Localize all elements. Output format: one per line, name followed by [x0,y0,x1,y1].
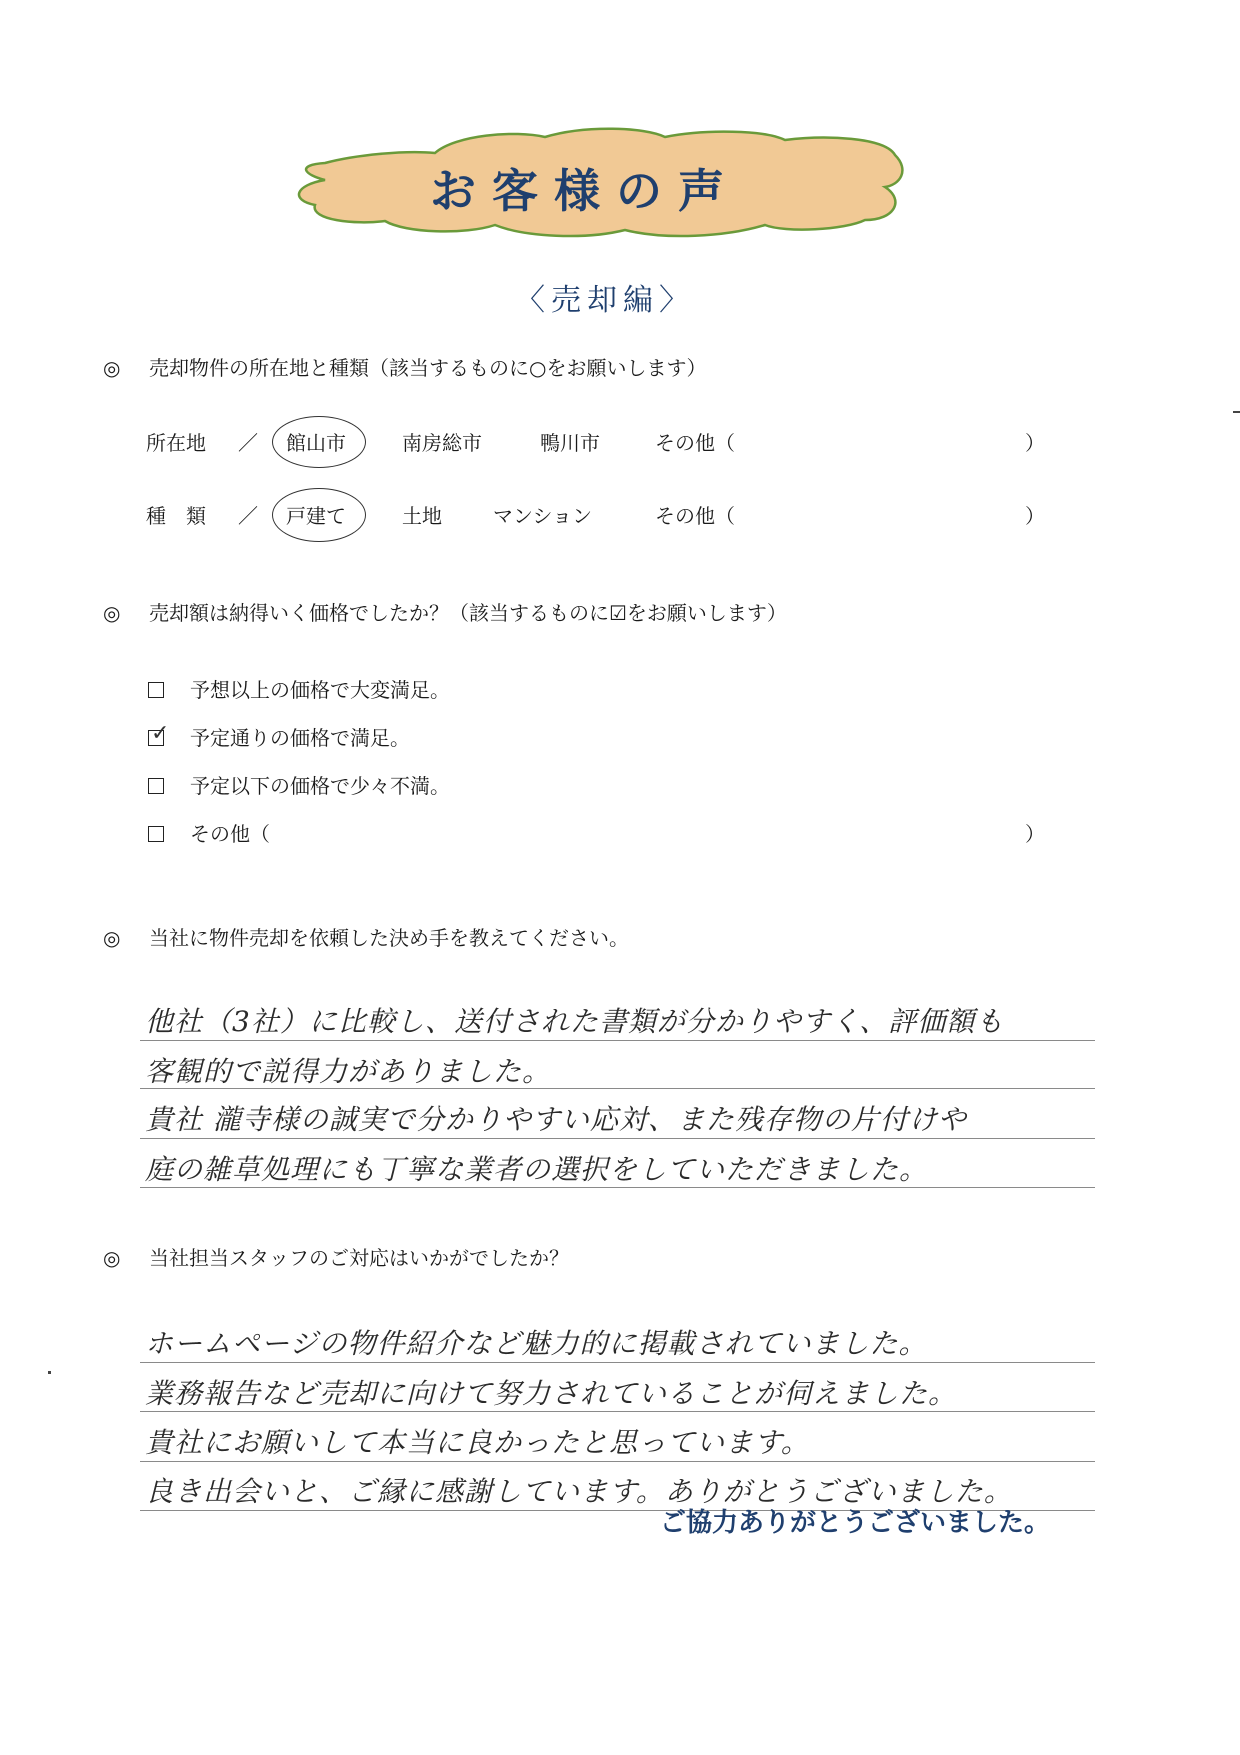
price-option-other[interactable]: その他（ [148,818,270,847]
price-option-1[interactable]: 予想以上の価格で大変満足。 [148,674,450,703]
type-option-mansion[interactable]: マンション [493,504,593,528]
double-circle-icon: ◎ [103,356,121,380]
handwritten-answer-line: 貴社にお願いして本当に良かったと思っています。 [145,1426,810,1459]
price-option-2[interactable]: ✓ 予定通りの価格で満足。 [148,722,410,751]
scan-speck [48,1371,51,1374]
location-option-kamogawa[interactable]: 鴨川市 [540,431,600,455]
checkmark-icon: ✓ [151,721,170,746]
question-2-text: 売却額は納得いく価格でしたか？（該当するものに☑をお願いします） [149,601,787,625]
handwritten-answer-line: 貴社 瀧寺様の誠実で分かりやすい応対、また残存物の片付けや [145,1103,967,1136]
type-option-land[interactable]: 土地 [402,504,442,528]
type-option-other[interactable]: その他（ [655,504,735,528]
ruled-line [140,1138,1095,1139]
question-4-heading [103,1242,569,1271]
type-option-house[interactable]: 戸建て [286,504,346,528]
question-3-text: 当社に物件売却を依頼した決め手を教えてください。 [149,926,629,950]
thanks-message: ご協力ありがとうございました。 [660,1508,1051,1538]
question-1-heading [103,352,706,381]
checkbox-icon[interactable] [148,682,164,698]
location-option-other[interactable]: その他（ [655,431,735,455]
question-3-heading [103,922,629,951]
checkbox-icon[interactable] [148,826,164,842]
checkbox-checked-icon[interactable] [148,721,170,746]
question-2-heading [103,597,787,626]
handwritten-answer-line: 他社（3社）に比較し、送付された書類が分かりやすく、評価額も [145,1005,1005,1038]
type-close-paren: ） [1025,504,1045,528]
location-option-tateyama[interactable]: 館山市 [286,431,346,455]
type-slash: ／ [238,504,258,528]
page-subtitle: 〈売却編〉 [515,283,695,318]
scan-speck [1233,411,1240,413]
double-circle-icon: ◎ [103,926,121,950]
handwritten-answer-line: 良き出会いと、ご縁に感謝しています。ありがとうございました。 [145,1475,1013,1508]
handwritten-answer-line: ホームページの物件紹介など魅力的に掲載されていました。 [145,1327,928,1360]
handwritten-answer-line: 客観的で説得力がありました。 [145,1055,552,1088]
double-circle-icon: ◎ [103,1246,121,1270]
question-4-text: 当社担当スタッフのご対応はいかがでしたか？ [149,1246,569,1270]
page-title: お客様の声 [430,164,740,218]
price-option-3[interactable]: 予定以下の価格で少々不満。 [148,770,450,799]
handwritten-answer-line: 庭の雑草処理にも丁寧な業者の選択をしていただきました。 [145,1153,929,1186]
ruled-line [140,1040,1095,1041]
location-close-paren: ） [1025,431,1045,455]
ruled-line [140,1362,1095,1363]
location-label: 所在地 [146,431,206,455]
ruled-line [140,1461,1095,1462]
type-label: 種 類 [146,504,206,528]
location-option-minamiboso[interactable]: 南房総市 [402,431,482,455]
question-1-text: 売却物件の所在地と種類（該当するものに○をお願いします） [149,356,707,380]
handwritten-answer-line: 業務報告など売却に向けて努力されていることが伺えました。 [145,1377,958,1410]
double-circle-icon: ◎ [103,601,121,625]
checkbox-icon[interactable] [148,778,164,794]
price-other-close-paren: ） [1025,822,1045,846]
location-slash: ／ [238,431,258,455]
